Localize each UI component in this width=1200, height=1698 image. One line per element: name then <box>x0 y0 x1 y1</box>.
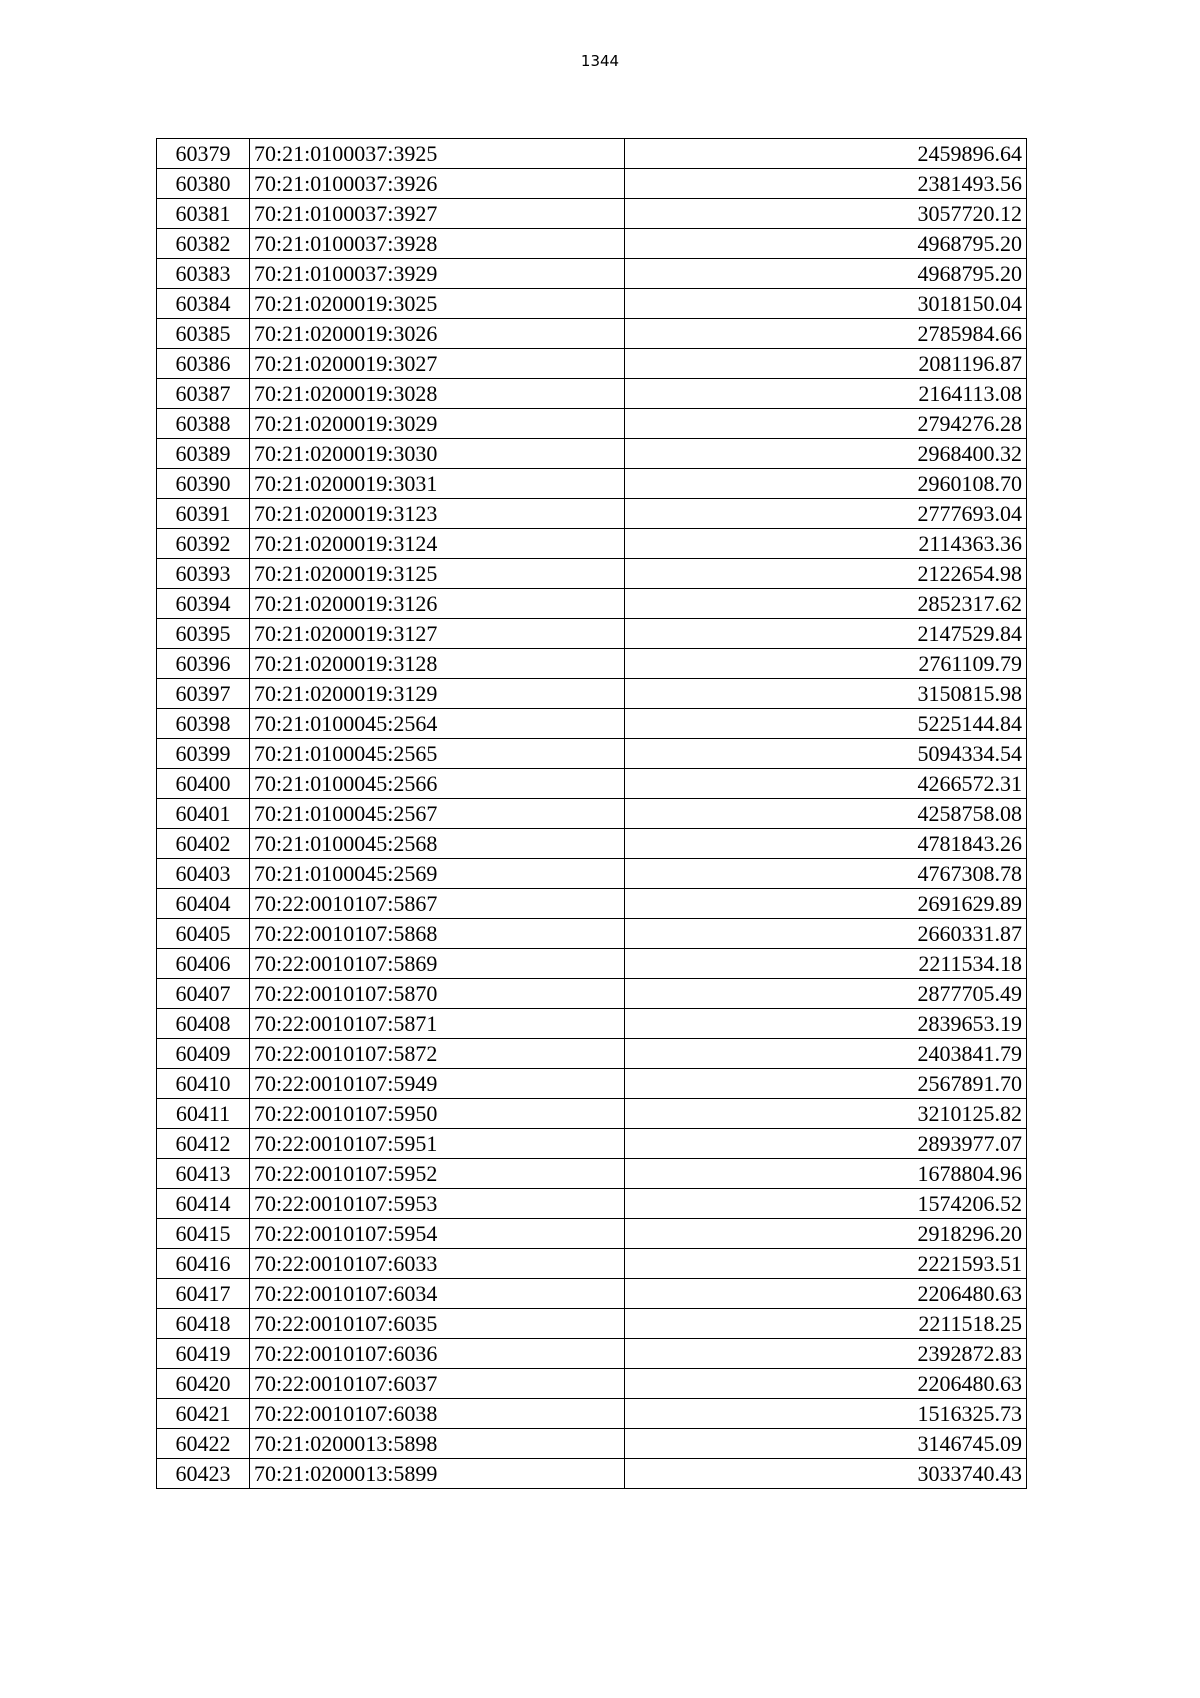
table-row <box>157 919 1027 949</box>
cadastral-value-cell: 2785984.66 <box>625 319 1027 349</box>
cadastral-value-cell: 3210125.82 <box>625 1099 1027 1129</box>
row-number-cell: 60417 <box>157 1279 250 1309</box>
cadastral-number-cell: 70:21:0100037:3925 <box>250 139 625 169</box>
cadastral-number-cell: 70:22:0010107:5954 <box>250 1219 625 1249</box>
cadastral-number-cell: 70:22:0010107:5867 <box>250 889 625 919</box>
row-number-cell: 60403 <box>157 859 250 889</box>
cadastral-value-cell: 2918296.20 <box>625 1219 1027 1249</box>
cadastral-value-cell: 2877705.49 <box>625 979 1027 1009</box>
cadastral-number-cell: 70:21:0100037:3928 <box>250 229 625 259</box>
table-row <box>157 769 1027 799</box>
table-row <box>157 1159 1027 1189</box>
row-number-cell: 60394 <box>157 589 250 619</box>
cadastral-value-cell: 2794276.28 <box>625 409 1027 439</box>
row-number-cell: 60399 <box>157 739 250 769</box>
cadastral-number-cell: 70:21:0200019:3031 <box>250 469 625 499</box>
cadastral-number-cell: 70:22:0010107:6033 <box>250 1249 625 1279</box>
table-row <box>157 1369 1027 1399</box>
table-row <box>157 319 1027 349</box>
table-row <box>157 679 1027 709</box>
row-number-cell: 60410 <box>157 1069 250 1099</box>
row-number-cell: 60381 <box>157 199 250 229</box>
cadastral-value-cell: 2852317.62 <box>625 589 1027 619</box>
row-number-cell: 60402 <box>157 829 250 859</box>
cadastral-number-cell: 70:21:0200019:3030 <box>250 439 625 469</box>
row-number-cell: 60413 <box>157 1159 250 1189</box>
cadastral-number-cell: 70:21:0100045:2569 <box>250 859 625 889</box>
cadastral-number-cell: 70:21:0200019:3128 <box>250 649 625 679</box>
cadastral-value-table <box>156 138 1027 1489</box>
cadastral-number-cell: 70:22:0010107:5872 <box>250 1039 625 1069</box>
cadastral-number-cell: 70:22:0010107:5951 <box>250 1129 625 1159</box>
row-number-cell: 60414 <box>157 1189 250 1219</box>
row-number-cell: 60411 <box>157 1099 250 1129</box>
cadastral-value-cell: 5094334.54 <box>625 739 1027 769</box>
table-row <box>157 829 1027 859</box>
row-number-cell: 60392 <box>157 529 250 559</box>
table-row <box>157 949 1027 979</box>
row-number-cell: 60391 <box>157 499 250 529</box>
row-number-cell: 60409 <box>157 1039 250 1069</box>
row-number-cell: 60380 <box>157 169 250 199</box>
cadastral-number-cell: 70:21:0200019:3129 <box>250 679 625 709</box>
table-row <box>157 409 1027 439</box>
cadastral-value-cell: 2839653.19 <box>625 1009 1027 1039</box>
row-number-cell: 60422 <box>157 1429 250 1459</box>
cadastral-number-cell: 70:22:0010107:5868 <box>250 919 625 949</box>
row-number-cell: 60419 <box>157 1339 250 1369</box>
cadastral-number-cell: 70:21:0200013:5898 <box>250 1429 625 1459</box>
row-number-cell: 60415 <box>157 1219 250 1249</box>
row-number-cell: 60384 <box>157 289 250 319</box>
row-number-cell: 60388 <box>157 409 250 439</box>
cadastral-value-cell: 4968795.20 <box>625 229 1027 259</box>
cadastral-number-cell: 70:22:0010107:6037 <box>250 1369 625 1399</box>
row-number-cell: 60389 <box>157 439 250 469</box>
table-row <box>157 1429 1027 1459</box>
cadastral-value-cell: 2893977.07 <box>625 1129 1027 1159</box>
cadastral-value-cell: 3018150.04 <box>625 289 1027 319</box>
cadastral-value-cell: 1678804.96 <box>625 1159 1027 1189</box>
row-number-cell: 60395 <box>157 619 250 649</box>
cadastral-number-cell: 70:21:0100037:3926 <box>250 169 625 199</box>
row-number-cell: 60397 <box>157 679 250 709</box>
row-number-cell: 60423 <box>157 1459 250 1489</box>
table-row <box>157 979 1027 1009</box>
table-row <box>157 859 1027 889</box>
cadastral-number-cell: 70:21:0100045:2565 <box>250 739 625 769</box>
row-number-cell: 60420 <box>157 1369 250 1399</box>
cadastral-value-cell: 2206480.63 <box>625 1369 1027 1399</box>
table-row <box>157 649 1027 679</box>
cadastral-number-cell: 70:21:0100045:2567 <box>250 799 625 829</box>
table-row <box>157 559 1027 589</box>
row-number-cell: 60418 <box>157 1309 250 1339</box>
cadastral-number-cell: 70:21:0100045:2566 <box>250 769 625 799</box>
cadastral-value-cell: 1516325.73 <box>625 1399 1027 1429</box>
row-number-cell: 60379 <box>157 139 250 169</box>
row-number-cell: 60412 <box>157 1129 250 1159</box>
table-row <box>157 289 1027 319</box>
table-row <box>157 499 1027 529</box>
cadastral-value-cell: 2777693.04 <box>625 499 1027 529</box>
cadastral-number-cell: 70:21:0200013:5899 <box>250 1459 625 1489</box>
page-number: 1344 <box>580 52 620 70</box>
row-number-cell: 60405 <box>157 919 250 949</box>
cadastral-value-cell: 2114363.36 <box>625 529 1027 559</box>
cadastral-number-cell: 70:22:0010107:5952 <box>250 1159 625 1189</box>
cadastral-number-cell: 70:22:0010107:6035 <box>250 1309 625 1339</box>
cadastral-value-cell: 2211518.25 <box>625 1309 1027 1339</box>
table-row <box>157 1339 1027 1369</box>
row-number-cell: 60382 <box>157 229 250 259</box>
row-number-cell: 60398 <box>157 709 250 739</box>
cadastral-number-cell: 70:22:0010107:6038 <box>250 1399 625 1429</box>
cadastral-number-cell: 70:21:0200019:3025 <box>250 289 625 319</box>
table-row <box>157 1129 1027 1159</box>
cadastral-number-cell: 70:21:0100037:3927 <box>250 199 625 229</box>
row-number-cell: 60408 <box>157 1009 250 1039</box>
cadastral-value-cell: 2567891.70 <box>625 1069 1027 1099</box>
table-row <box>157 349 1027 379</box>
cadastral-value-cell: 2761109.79 <box>625 649 1027 679</box>
cadastral-number-cell: 70:21:0200019:3027 <box>250 349 625 379</box>
table-body <box>157 139 1027 1489</box>
cadastral-value-cell: 2147529.84 <box>625 619 1027 649</box>
cadastral-number-cell: 70:21:0200019:3028 <box>250 379 625 409</box>
table-row <box>157 259 1027 289</box>
row-number-cell: 60421 <box>157 1399 250 1429</box>
cadastral-number-cell: 70:22:0010107:5949 <box>250 1069 625 1099</box>
table-row <box>157 1099 1027 1129</box>
cadastral-number-cell: 70:21:0200019:3026 <box>250 319 625 349</box>
cadastral-value-cell: 3033740.43 <box>625 1459 1027 1489</box>
cadastral-number-cell: 70:22:0010107:5953 <box>250 1189 625 1219</box>
row-number-cell: 60407 <box>157 979 250 1009</box>
cadastral-number-cell: 70:21:0100037:3929 <box>250 259 625 289</box>
cadastral-number-cell: 70:21:0200019:3124 <box>250 529 625 559</box>
table-row <box>157 889 1027 919</box>
table-row <box>157 469 1027 499</box>
cadastral-number-cell: 70:21:0100045:2568 <box>250 829 625 859</box>
table-row <box>157 529 1027 559</box>
cadastral-value-cell: 4767308.78 <box>625 859 1027 889</box>
row-number-cell: 60383 <box>157 259 250 289</box>
cadastral-number-cell: 70:21:0200019:3029 <box>250 409 625 439</box>
row-number-cell: 60400 <box>157 769 250 799</box>
cadastral-value-cell: 1574206.52 <box>625 1189 1027 1219</box>
table-row <box>157 1459 1027 1489</box>
table-row <box>157 1009 1027 1039</box>
row-number-cell: 60396 <box>157 649 250 679</box>
cadastral-number-cell: 70:22:0010107:5870 <box>250 979 625 1009</box>
cadastral-number-cell: 70:22:0010107:5871 <box>250 1009 625 1039</box>
cadastral-number-cell: 70:21:0200019:3127 <box>250 619 625 649</box>
table-row <box>157 709 1027 739</box>
table-row <box>157 379 1027 409</box>
row-number-cell: 60390 <box>157 469 250 499</box>
cadastral-value-cell: 3150815.98 <box>625 679 1027 709</box>
table-row <box>157 229 1027 259</box>
cadastral-value-cell: 4781843.26 <box>625 829 1027 859</box>
cadastral-value-cell: 2660331.87 <box>625 919 1027 949</box>
cadastral-number-cell: 70:21:0200019:3126 <box>250 589 625 619</box>
cadastral-value-cell: 2968400.32 <box>625 439 1027 469</box>
cadastral-value-cell: 2960108.70 <box>625 469 1027 499</box>
table-row <box>157 1399 1027 1429</box>
table-row <box>157 199 1027 229</box>
cadastral-number-cell: 70:22:0010107:6036 <box>250 1339 625 1369</box>
row-number-cell: 60386 <box>157 349 250 379</box>
cadastral-value-cell: 4258758.08 <box>625 799 1027 829</box>
cadastral-value-cell: 2164113.08 <box>625 379 1027 409</box>
cadastral-value-cell: 2122654.98 <box>625 559 1027 589</box>
table-row <box>157 169 1027 199</box>
table-row <box>157 139 1027 169</box>
table-row <box>157 739 1027 769</box>
table-row <box>157 1069 1027 1099</box>
table-row <box>157 1309 1027 1339</box>
cadastral-number-cell: 70:21:0200019:3125 <box>250 559 625 589</box>
cadastral-number-cell: 70:22:0010107:6034 <box>250 1279 625 1309</box>
cadastral-value-cell: 4968795.20 <box>625 259 1027 289</box>
cadastral-value-cell: 2403841.79 <box>625 1039 1027 1069</box>
table-row <box>157 1279 1027 1309</box>
row-number-cell: 60404 <box>157 889 250 919</box>
cadastral-number-cell: 70:21:0200019:3123 <box>250 499 625 529</box>
cadastral-value-cell: 2392872.83 <box>625 1339 1027 1369</box>
cadastral-value-cell: 2211534.18 <box>625 949 1027 979</box>
table-row <box>157 1249 1027 1279</box>
cadastral-value-cell: 2691629.89 <box>625 889 1027 919</box>
cadastral-value-cell: 3057720.12 <box>625 199 1027 229</box>
row-number-cell: 60385 <box>157 319 250 349</box>
table-row <box>157 799 1027 829</box>
row-number-cell: 60387 <box>157 379 250 409</box>
row-number-cell: 60406 <box>157 949 250 979</box>
table-row <box>157 589 1027 619</box>
cadastral-value-cell: 2381493.56 <box>625 169 1027 199</box>
row-number-cell: 60393 <box>157 559 250 589</box>
cadastral-value-cell: 4266572.31 <box>625 769 1027 799</box>
row-number-cell: 60401 <box>157 799 250 829</box>
cadastral-number-cell: 70:22:0010107:5869 <box>250 949 625 979</box>
row-number-cell: 60416 <box>157 1249 250 1279</box>
cadastral-value-cell: 2081196.87 <box>625 349 1027 379</box>
table-row <box>157 619 1027 649</box>
cadastral-value-cell: 2221593.51 <box>625 1249 1027 1279</box>
cadastral-value-cell: 3146745.09 <box>625 1429 1027 1459</box>
table-row <box>157 1189 1027 1219</box>
cadastral-value-cell: 2459896.64 <box>625 139 1027 169</box>
table-row <box>157 1219 1027 1249</box>
cadastral-value-cell: 5225144.84 <box>625 709 1027 739</box>
cadastral-number-cell: 70:22:0010107:5950 <box>250 1099 625 1129</box>
cadastral-number-cell: 70:21:0100045:2564 <box>250 709 625 739</box>
table-row <box>157 1039 1027 1069</box>
cadastral-value-cell: 2206480.63 <box>625 1279 1027 1309</box>
table-row <box>157 439 1027 469</box>
